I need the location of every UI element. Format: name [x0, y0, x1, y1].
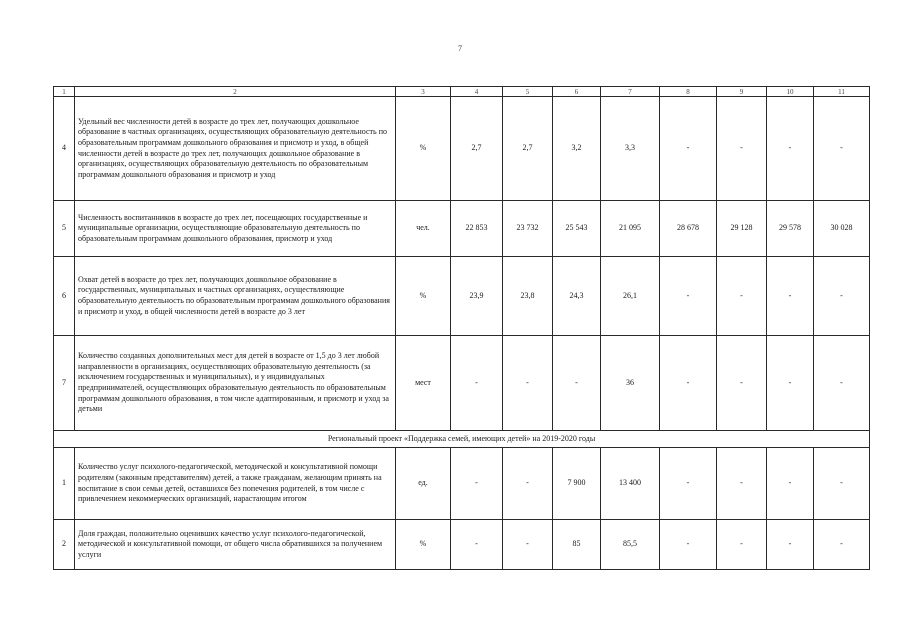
row-value: 3,3: [601, 97, 660, 201]
row-number: 5: [54, 201, 75, 257]
row-value: -: [553, 336, 601, 431]
header-cell: 10: [767, 87, 814, 97]
row-value: 21 095: [601, 201, 660, 257]
table-row: [54, 448, 870, 520]
row-value: 29 128: [717, 201, 767, 257]
row-value: -: [717, 257, 767, 336]
table-row: [54, 336, 870, 431]
row-description: Количество созданных дополнительных мест для детей в возрасте от 1,5 до 3 лет любой направленности в организациях, осуществляющих образовательную деятельность (за исключением государственных и муниципальных), и у индивидуальных предпринимателей, осуществляющих образовательную деятельность по образовательным программам дошкольного образования, в том числе адаптированным, и присмотр и уход за детьми: [75, 336, 396, 431]
row-value: 22 853: [451, 201, 503, 257]
row-value: -: [660, 520, 717, 570]
row-unit: %: [396, 257, 451, 336]
row-value: -: [717, 448, 767, 520]
row-value: -: [814, 97, 870, 201]
row-value: 25 543: [553, 201, 601, 257]
row-value: 36: [601, 336, 660, 431]
row-value: -: [503, 336, 553, 431]
header-cell: 4: [451, 87, 503, 97]
indicators-table: [53, 86, 870, 570]
row-value: -: [660, 336, 717, 431]
row-description: Количество услуг психолого-педагогической, методической и консультативной помощи родителям (законным представителям) детей, а также гражданам, желающим принять на воспитание в свои семьи детей, оставшихся без попечения родителей, в том числе с привлечением некоммерческих организаций, нарастающим итогом: [75, 448, 396, 520]
row-value: 29 578: [767, 201, 814, 257]
row-number: 7: [54, 336, 75, 431]
header-cell: 8: [660, 87, 717, 97]
header-cell: 9: [717, 87, 767, 97]
row-value: -: [660, 97, 717, 201]
row-description: Численность воспитанников в возрасте до трех лет, посещающих государственные и муниципальные организации, осуществляющие образовательную деятельность по образовательным программам дошкольного образования, присмотр и уход: [75, 201, 396, 257]
row-value: -: [717, 520, 767, 570]
row-description: Удельный вес численности детей в возрасте до трех лет, получающих дошкольное образование в частных организациях, осуществляющих образовательную деятельность по образовательным программам дошкольного образования и присмотр и уход, в общей численности детей в возрасте до трех лет, получающих дошкольное образование в организациях, осуществляющих образовательную деятельность по образовательным программам дошкольного образования и присмотр и уход: [75, 97, 396, 201]
row-value: 7 900: [553, 448, 601, 520]
row-value: -: [660, 448, 717, 520]
table-row: [54, 257, 870, 336]
row-value: 2,7: [503, 97, 553, 201]
row-value: -: [451, 520, 503, 570]
table-row: [54, 201, 870, 257]
row-value: -: [814, 448, 870, 520]
row-value: -: [814, 257, 870, 336]
row-number: 1: [54, 448, 75, 520]
row-value: 3,2: [553, 97, 601, 201]
header-cell: 7: [601, 87, 660, 97]
row-value: 23,8: [503, 257, 553, 336]
row-value: -: [814, 520, 870, 570]
row-number: 4: [54, 97, 75, 201]
row-value: -: [660, 257, 717, 336]
row-value: -: [451, 336, 503, 431]
row-value: -: [767, 257, 814, 336]
table-row: [54, 97, 870, 201]
row-value: 30 028: [814, 201, 870, 257]
row-description: Охват детей в возрасте до трех лет, получающих дошкольное образование в государственных, муниципальных и частных организациях, осуществляющие образовательную деятельность по образовательным программам дошкольного образования и присмотр и уход, в общей численности детей в возрасте до 3 лет: [75, 257, 396, 336]
header-cell: 1: [54, 87, 75, 97]
section-row: [54, 431, 870, 448]
row-number: 2: [54, 520, 75, 570]
row-unit: %: [396, 97, 451, 201]
page-number: 7: [458, 44, 462, 53]
row-value: -: [767, 520, 814, 570]
row-value: -: [717, 336, 767, 431]
row-unit: %: [396, 520, 451, 570]
row-value: -: [503, 448, 553, 520]
row-value: -: [503, 520, 553, 570]
table-row: [54, 520, 870, 570]
row-unit: чел.: [396, 201, 451, 257]
row-value: 2,7: [451, 97, 503, 201]
header-cell: 3: [396, 87, 451, 97]
row-value: 23,9: [451, 257, 503, 336]
row-value: 24,3: [553, 257, 601, 336]
row-value: 23 732: [503, 201, 553, 257]
row-value: -: [451, 448, 503, 520]
row-number: 6: [54, 257, 75, 336]
row-unit: ед.: [396, 448, 451, 520]
row-value: -: [767, 336, 814, 431]
row-value: 13 400: [601, 448, 660, 520]
row-value: -: [717, 97, 767, 201]
row-unit: мест: [396, 336, 451, 431]
header-cell: 11: [814, 87, 870, 97]
header-row: [54, 87, 870, 97]
header-cell: 6: [553, 87, 601, 97]
header-cell: 2: [75, 87, 396, 97]
row-value: 28 678: [660, 201, 717, 257]
row-value: 85: [553, 520, 601, 570]
section-title: Региональный проект «Поддержка семей, имеющих детей» на 2019-2020 годы: [54, 431, 870, 448]
header-cell: 5: [503, 87, 553, 97]
row-value: 85,5: [601, 520, 660, 570]
row-value: -: [767, 97, 814, 201]
row-value: -: [767, 448, 814, 520]
row-value: -: [814, 336, 870, 431]
row-description: Доля граждан, положительно оценивших качество услуг психолого-педагогической, методической и консультативной помощи, от общего числа обратившихся за получением услуги: [75, 520, 396, 570]
row-value: 26,1: [601, 257, 660, 336]
